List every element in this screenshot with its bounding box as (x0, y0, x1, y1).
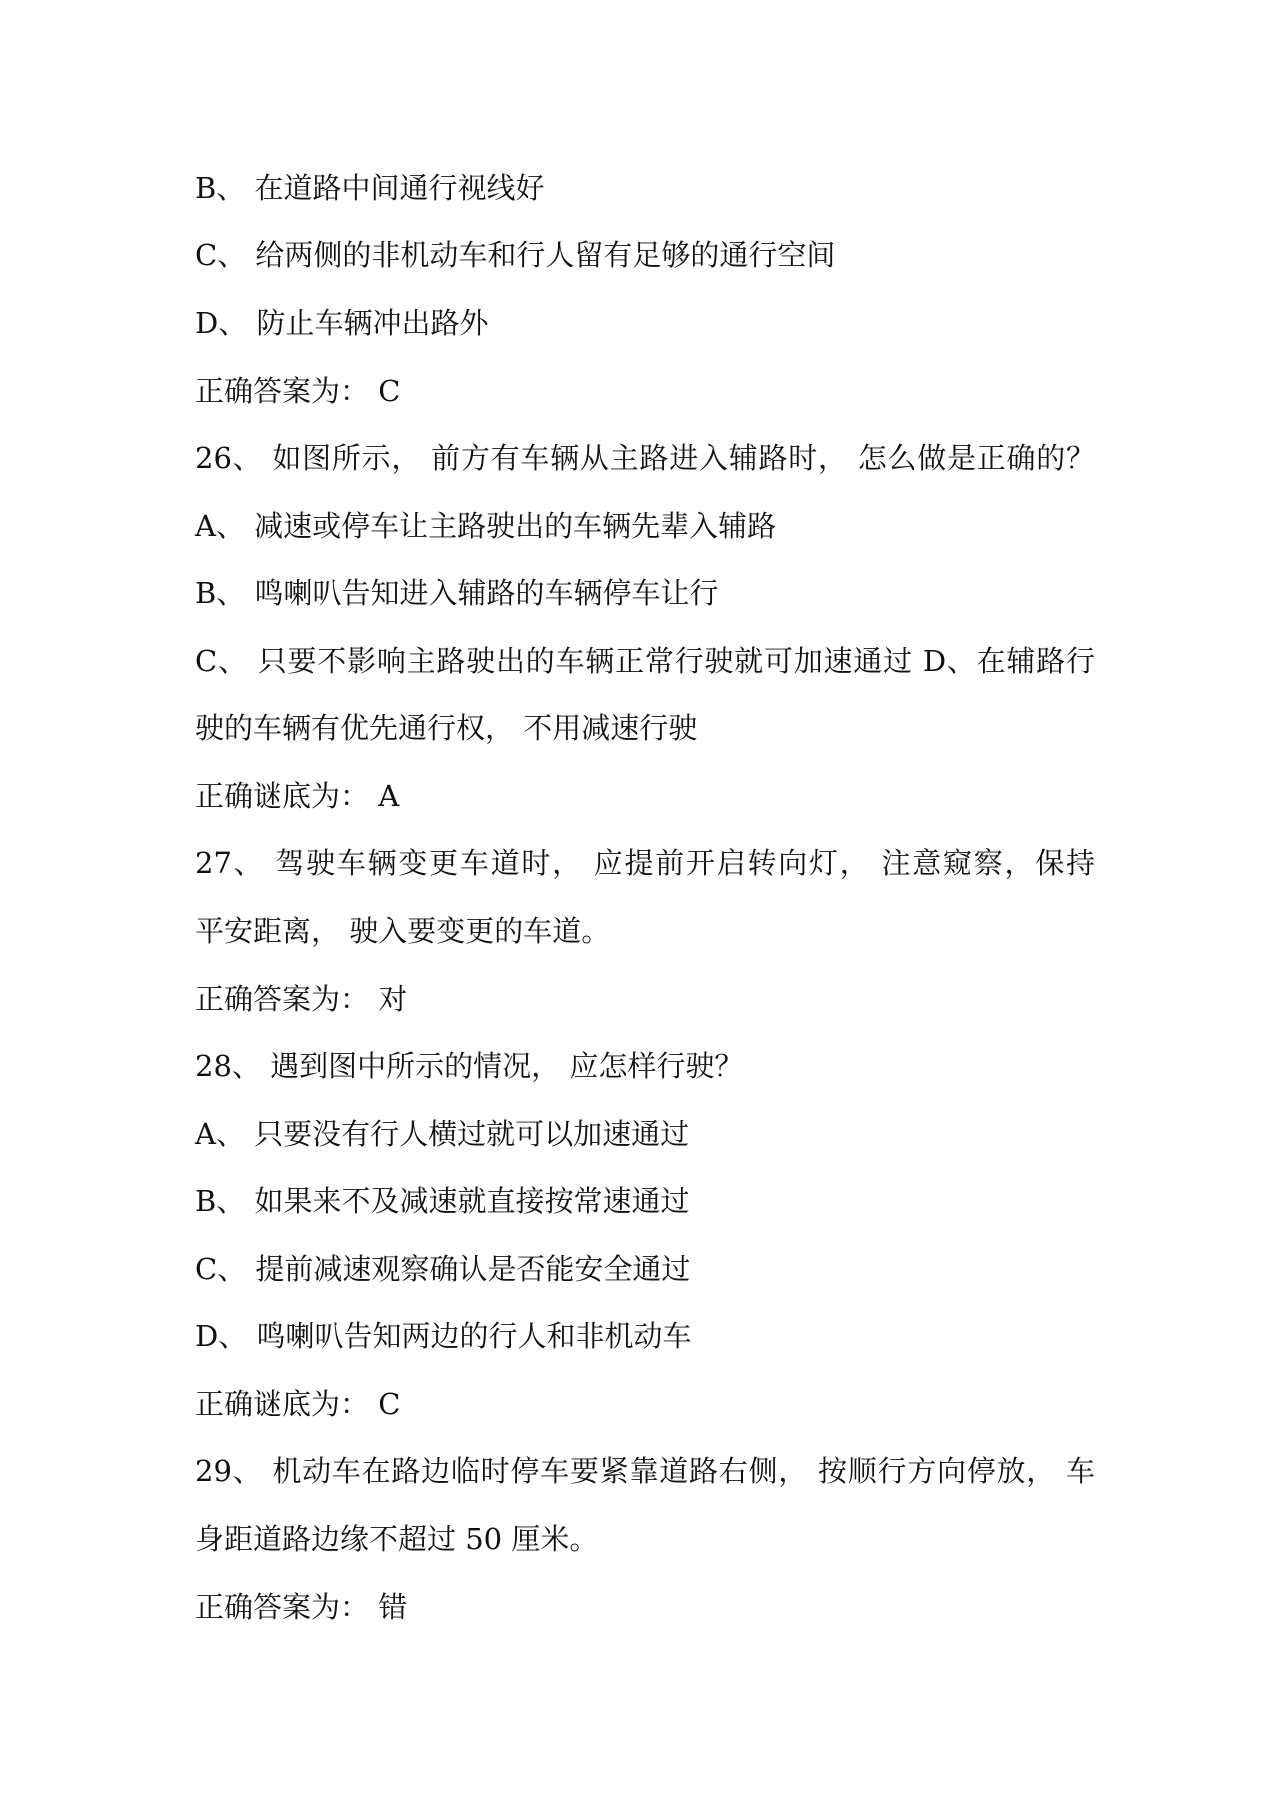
q29-question: 29、 机动车在路边临时停车要紧靠道路右侧， 按顺行方向停放， 车 (195, 1454, 1095, 1488)
q28-option-b: B、 如果来不及减速就直接按常速通过 (195, 1184, 690, 1218)
q26-option-a: A、 减速或停车让主路驶出的车辆先辈入辅路 (195, 509, 777, 543)
q26-option-c-d: C、 只要不影响主路驶出的车辆正常行驶就可加速通过 D、在辅路行 (195, 644, 1095, 678)
q25-option-b: B、 在道路中间通行视线好 (195, 171, 545, 205)
q26-question: 26、 如图所示， 前方有车辆从主路进入辅路时， 怎么做是正确的？ (195, 441, 1095, 475)
q28-option-c: C、 提前减速观察确认是否能安全通过 (195, 1252, 691, 1286)
q29-question-cont: 身距道路边缘不超过 50 厘米。 (195, 1522, 599, 1556)
q25-option-d: D、 防止车辆冲出路外 (195, 306, 489, 340)
q27-question-cont: 平安距离， 驶入要变更的车道。 (195, 914, 611, 948)
q26-option-b: B、 鸣喇叭告知进入辅路的车辆停车让行 (195, 576, 719, 610)
q29-answer: 正确答案为： 错 (195, 1590, 408, 1624)
q26-option-d-cont: 驶的车辆有优先通行权， 不用减速行驶 (195, 711, 698, 745)
q28-option-a: A、 只要没有行人横过就可以加速通过 (195, 1117, 690, 1151)
q25-answer: 正确答案为： C (195, 374, 401, 408)
q26-answer: 正确谜底为： A (195, 779, 400, 813)
q28-answer: 正确谜底为： C (195, 1387, 401, 1421)
q28-option-d: D、 鸣喇叭告知两边的行人和非机动车 (195, 1319, 692, 1353)
q27-question: 27、 驾驶车辆变更车道时， 应提前开启转向灯， 注意窥察，保持 (195, 846, 1095, 880)
q28-question: 28、 遇到图中所示的情况， 应怎样行驶？ (195, 1049, 744, 1083)
q25-option-c: C、 给两侧的非机动车和行人留有足够的通行空间 (195, 238, 836, 272)
q27-answer: 正确答案为： 对 (195, 982, 408, 1016)
